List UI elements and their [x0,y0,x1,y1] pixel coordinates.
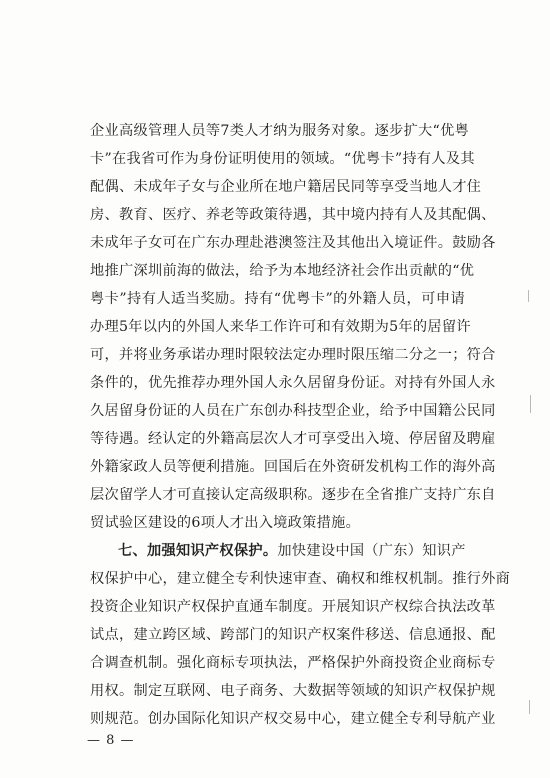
text-line: 外籍家政人员等便利措施。回国后在外资研发机构工作的海外高 [90,459,496,475]
scan-mark [528,290,529,302]
text-line: 用权。制定互联网、电子商务、大数据等领域的知识产权保护规 [90,683,496,699]
text-line: 粤卡”持有人适当奖励。持有“优粤卡”的外籍人员，可申请 [90,291,465,307]
scan-mark [530,395,531,413]
text-line: 条件的，优先推荐办理外国人永久居留身份证。对持有外国人永 [90,375,496,391]
section-7-first-line-text: 加快建设中国（广东）知识产 [277,543,466,559]
text-line: 配偶、未成年子女与企业所在地户籍居民同等享受当地人才住 [90,179,482,195]
text-line: 企业高级管理人员等7类人才纳为服务对象。逐步扩大“优粤 [90,123,470,139]
text-line: 久居留身份证的人员在广东创办科技型企业，给予中国籍公民同 [90,403,496,419]
scan-mark [529,700,530,714]
section-7-first-line [90,537,465,565]
text-line: 卡”在我省可作为身份证明使用的领域。“优粤卡”持有人及其 [90,151,475,167]
page-number: — 8 — [87,733,135,748]
text-line: 层次留学人才可直接认定高级职称。逐步在全省推广支持广东自 [90,487,496,503]
text-line: 投资企业知识产权保护直通车制度。开展知识产权综合执法改革 [90,599,496,615]
text-line: 则规范。创办国际化知识产权交易中心，建立健全专利导航产业 [90,711,496,727]
text-line: 合调查机制。强化商标专项执法，严格保护外商投资企业商标专 [90,655,496,671]
text-line: 贸试验区建设的6项人才出入境政策措施。 [90,515,361,531]
text-line: 未成年子女可在广东办理赴港澳签注及其他出入境证件。鼓励各 [90,235,496,251]
text-line: 等待遇。经认定的外籍高层次人才可享受出入境、停居留及聘雇 [90,431,496,447]
text-line: 房、教育、医疗、养老等政策待遇，其中境内持有人及其配偶、 [90,207,496,223]
section-7-heading: 七、加强知识产权保护。 [118,543,278,559]
text-line: 试点，建立跨区域、跨部门的知识产权案件移送、信息通报、配 [90,627,496,643]
text-line: 权保护中心，建立健全专利快速审查、确权和维权机制。推行外商 [90,571,511,587]
text-line: 办理5年以内的外国人来华工作许可和有效期为5年的居留许 [90,319,471,335]
body-text [90,117,511,733]
text-line: 可，并将业务承诺办理时限较法定办理时限压缩二分之一；符合 [90,347,496,363]
text-line: 地推广深圳前海的做法，给予为本地经济社会作出贡献的“优 [90,263,475,279]
